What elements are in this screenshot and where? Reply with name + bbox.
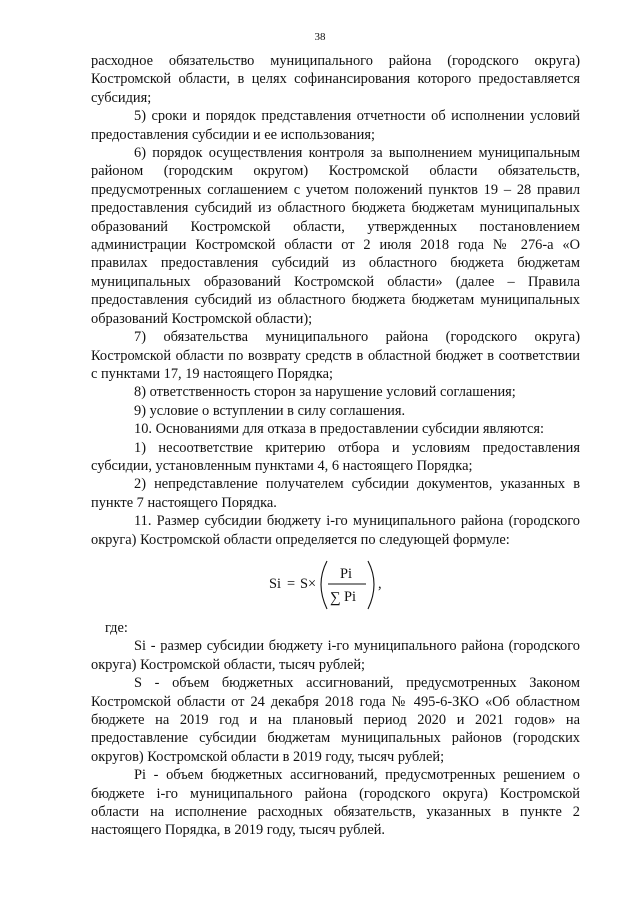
list-item-9: 9) условие о вступлении в силу соглашения. [134,402,406,419]
formula-s-times: S× [300,575,317,592]
left-paren [321,561,327,609]
formula-trailing-comma: , [378,575,382,592]
list-item-6: 6) порядок осуществления контроля за выполнением муниципальным районом (городским округом) Костромской области обязательств, предусмотренных соглашением с учетом положений пунктов 19 – 28 правил предоставления субсидий из областного бюджета бюджетам муниципальных образований Костромской области, утвержденных постановлением администрации Костромской области от 2 июля 2018 года № 276-а «О правилах предоставления субсидий из областного бюджета бюджетам муниципальных образований Костромской области» (далее – Правила предоставления субсидий из областного бюджета бюджетам муниципальных образований Костромской области); [91,145,580,327]
definition-s: S - объем бюджетных ассигнований, предусмотренных Законом Костромской области от 24 декабря 2018 года № 495-6-ЗКО «Об областном бюджете на 2019 год и на плановый период 2020 и 2021 годов» на предоставление субсидии бюджетам муниципальных районов (городских округов) Костромской области в 2019 году, тысяч рублей; [91,675,580,765]
formula-equals: = [287,575,296,592]
subsidy-formula [91,555,580,617]
list-item-8: 8) ответственность сторон за нарушение условий соглашения; [134,384,516,401]
page-number: 38 [314,31,326,43]
formula-numerator: Pi [340,565,353,582]
definition-si: Si - размер субсидии бюджету i-го муниципального района (городского округа) Костромской области, тысяч рублей; [91,638,580,673]
list-item-7: 7) обязательства муниципального района (городского округа) Костромской области по возврату средств в областной бюджет в соответствии с пунктами 17, 19 настоящего Порядка; [91,329,580,382]
section-10-heading: 10. Основаниями для отказа в предоставлении субсидии являются: [134,421,544,438]
formula-sum-sign: ∑ [330,589,341,606]
document-body [91,52,580,840]
formula-lhs: Si [269,575,282,592]
where-label: где: [105,619,128,636]
definition-pi: Pi - объем бюджетных ассигнований, предусмотренных решением о бюджете i-го муниципального района (городского округа) Костромской области на исполнение расходных обязательств, указанных в пункте 2 настоящего Порядка, в 2019 году, тысяч рублей. [91,767,580,839]
right-paren [368,561,374,609]
section-11-paragraph: 11. Размер субсидии бюджету i-го муниципального района (городского округа) Костромской области определяется по следующей формуле: [91,513,580,548]
list-item-5: 5) сроки и порядок представления отчетности об исполнении условий предоставления субсидии и ее использования; [91,108,580,143]
formula-graphic [269,555,409,617]
paragraph-continuation: расходное обязательство муниципального района (городского округа) Костромской области, в целях софинансирования которого предоставляется субсидия; [91,53,580,106]
formula-denominator: Pi [344,588,357,605]
refusal-reason-2: 2) непредставление получателем субсидии документов, указанных в пункте 7 настоящего Порядка. [91,476,580,511]
refusal-reason-1: 1) несоответствие критерию отбора и условиям предоставления субсидии, установленным пунктами 4, 6 настоящего Порядка; [91,439,580,474]
